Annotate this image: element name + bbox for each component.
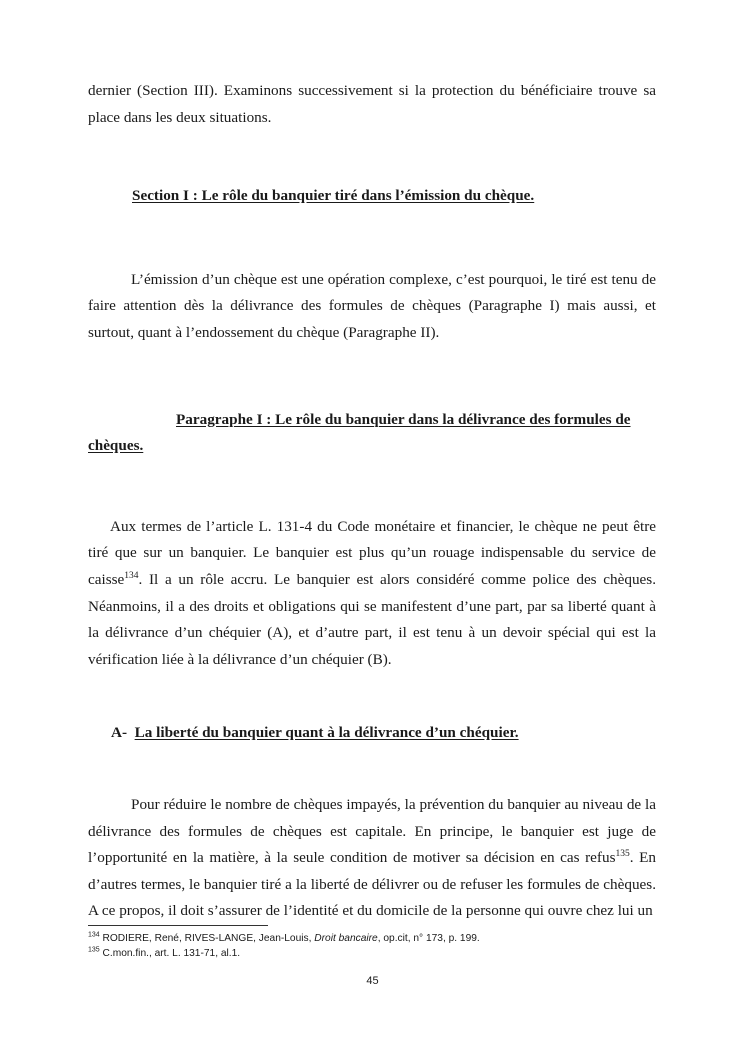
footnote-134 [88,932,656,947]
footnote-ref-134: 134 [124,570,139,581]
footnote-134-number: 134 [88,931,100,939]
article-paragraph [88,514,656,674]
footnote-134-title: Droit bancaire [314,933,378,944]
paragraphe-heading-line2: chèques. [88,437,144,455]
footnote-135-number: 135 [88,946,100,954]
footnotes [88,925,656,961]
paragraphe-heading-line1: Paragraphe I : Le rôle du banquier dans la délivrance des formules de [176,410,631,428]
subsection-prefix: A- [111,724,128,742]
emission-paragraph: L’émission d’un chèque est une opération complexe, c’est pourquoi, le tiré est tenu de faire attention dès la délivrance des formules de chèques (Paragraphe I) mais aussi, et surtout, quant à l’endossement du chèque (Paragraphe II). [88,270,656,341]
article-text-end: . Il a un rôle accru. Le banquier est alors considéré comme police des chèques. Néanmoins, il a des droits et obligations qui se manifestent d’une part, par sa liberté quant à la délivrance d’un chéquier (A), et d’autre part, il est tenu à un devoir spécial qui est la vérification liée à la délivrance d’un chéquier (B). [88,570,656,668]
prevention-paragraph [88,792,656,925]
footnote-134-tail: , op.cit, n° 173, p. 199. [377,933,480,944]
subsection-title: La liberté du banquier quant à la délivrance d’un chéquier. [134,724,519,742]
intro-paragraph: dernier (Section III). Examinons successivement si la protection du bénéficiaire trouve sa place dans les deux situations. [88,82,656,126]
footnote-ref-135: 135 [615,849,630,860]
page-body [88,78,656,925]
footnote-135-text: C.mon.fin., art. L. 131-71, al.1. [99,947,241,959]
footnote-divider [88,925,268,926]
section-heading [88,183,656,210]
article-text-start: Aux termes de l’article L. 131-4 du Code monétaire et financier, le chèque ne peut être tiré que sur un banquier. Le banquier est plus qu’un rouage indispensable du service de caisse [88,517,656,588]
prevention-text-end: . En d’autres termes, le banquier tiré a la liberté de délivrer ou de refuser les formules de chèques. A ce propos, il doit s’assurer de l’identité et du domicile de la personne qui ouvre chez lui un [88,849,656,920]
subsection-heading [88,720,656,747]
paragraphe-heading [88,407,656,460]
footnote-134-text: RODIERE, René, RIVES-LANGE, Jean-Louis, [99,933,315,944]
section-heading-text: Section I : Le rôle du banquier tiré dans l’émission du chèque. [132,187,535,205]
footnote-135 [88,947,656,962]
prevention-text-start: Pour réduire le nombre de chèques impayés, la prévention du banquier au niveau de la délivrance des formules de chèques est capitale. En principe, le banquier est juge de l’opportunité en la matière, à la seule condition de motiver sa décision en cas refus [88,795,656,867]
page-number: 45 [366,975,379,987]
